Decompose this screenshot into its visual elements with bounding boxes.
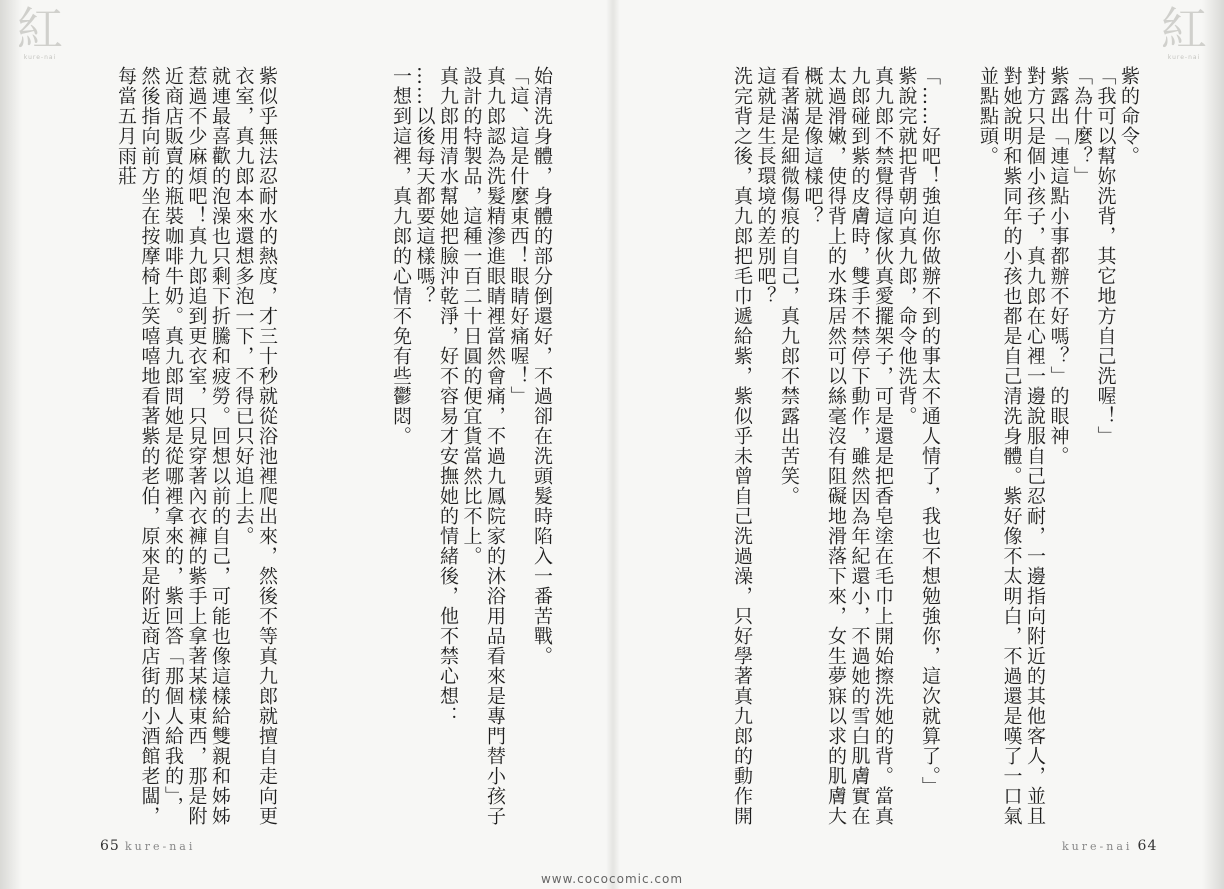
right-edge-shadow [1202,0,1224,889]
paragraph: 「這、這是什麼東西！眼睛好痛喔！」 [507,66,530,406]
right-page-text-lower [703,66,941,826]
paragraph: 真九郎用清水幫她把臉沖乾淨，好不容易才安撫她的情緒後，他不禁心想： [437,66,459,726]
left-page-text-lower [100,66,278,826]
right-page-folio [1062,838,1157,854]
paragraph: 「為什麼？」 [1071,66,1093,186]
paragraph: 就連最喜歡的泡澡也只剩下折騰和疲勞。回想以前的自己，可能也像這樣給雙親和姊姊惹過不少麻煩吧！真九郎追到更衣室，只見穿著內衣褲的紫手上拿著某樣東西，那是附近商店販賣的瓶裝咖啡牛奶。真九郎問她是從哪裡拿來的，紫回答「那個人給我的」，然後指向前方坐在按摩椅上笑嘻嘻地看著紫的老伯，原來是附近商店街的小酒館老闆，每當五月雨莊 [115,66,231,826]
paragraph: 這就是生長環境的差別吧？ [754,66,777,306]
paragraph: 紫露出「連這點小事都辦不好嗎？」的眼神。 [1047,66,1070,466]
left-page-text-upper [335,66,553,826]
running-footer: kure-nai [1062,840,1133,853]
paragraph: 始清洗身體，身體的部分倒還好，不過卻在洗頭髮時陷入一番苦戰。 [531,66,553,666]
paragraph: 真九郎認為洗髮精滲進眼睛裡當然會痛，不過九鳳院家的沐浴用品看來是專門替小孩子設計的特製品，這種一百二十日圓的便宜貨當然比不上。 [460,66,506,826]
running-footer: kure-nai [124,840,196,853]
page-number: 65 [100,838,120,854]
paragraph: 真九郎不禁覺得這傢伙真愛擺架子，可是還是把香皂塗在毛巾上開始擦洗她的背。當真九郎碰到紫的皮膚時，雙手不禁停下動作，雖然因為年紀還小，不過她的雪白肌膚實在太過滑嫩，使得背上的水珠居然可以絲毫沒有阻礙地滑落下來，女生夢寐以求的肌膚大概就是像這樣吧？ [801,66,894,826]
paragraph: 「……好吧！強迫你做辦不到的事太不通人情了，我也不想勉強你，這次就算了。」 [919,66,941,797]
right-page-text-upper [955,66,1140,826]
left-page-folio [100,838,195,854]
paragraph: 一想到這裡，真九郎的心情不免有些鬱悶。 [390,66,412,446]
right-logo-glyph: 紅 [1161,2,1207,56]
paragraph: 紫說完就把背朝向真九郎，命令他洗背。 [895,66,918,426]
right-logo-subtitle: kure-nai [1167,54,1201,61]
book-gutter [606,0,620,889]
paragraph: 紫的命令。 [1118,66,1140,166]
left-logo-subtitle: kure-nai [23,54,57,61]
left-logo-glyph: 紅 [17,2,63,56]
paragraph: 洗完背之後，真九郎把毛巾遞給紫，紫似乎未曾自己洗過澡，只好學著真九郎的動作開 [731,66,753,826]
paragraph: 「我可以幫妳洗背，其它地方自己洗喔！」 [1094,66,1117,446]
site-watermark: www.cococomic.com [540,872,684,886]
left-edge-shadow [0,0,22,889]
paragraph: 紫似乎無法忍耐水的熱度，才三十秒就從浴池裡爬出來，然後不等真九郎就擅自走向更衣室，真九郎本來還想多泡一下，不得已只好追上去。 [232,66,278,826]
paragraph: 看著滿是細微傷痕的自己，真九郎不禁露出苦笑。 [778,66,800,506]
page-number: 64 [1137,838,1158,854]
paragraph: 對方只是個小孩子，真九郎在心裡一邊說服自己忍耐，一邊指向附近的其他客人，並且對她說明和紫同年的小孩也都是自己清洗身體。紫好像不太明白，不過還是嘆了一口氣並點點頭。 [977,66,1046,826]
paragraph: ……以後每天都要這樣嗎？ [413,66,436,306]
